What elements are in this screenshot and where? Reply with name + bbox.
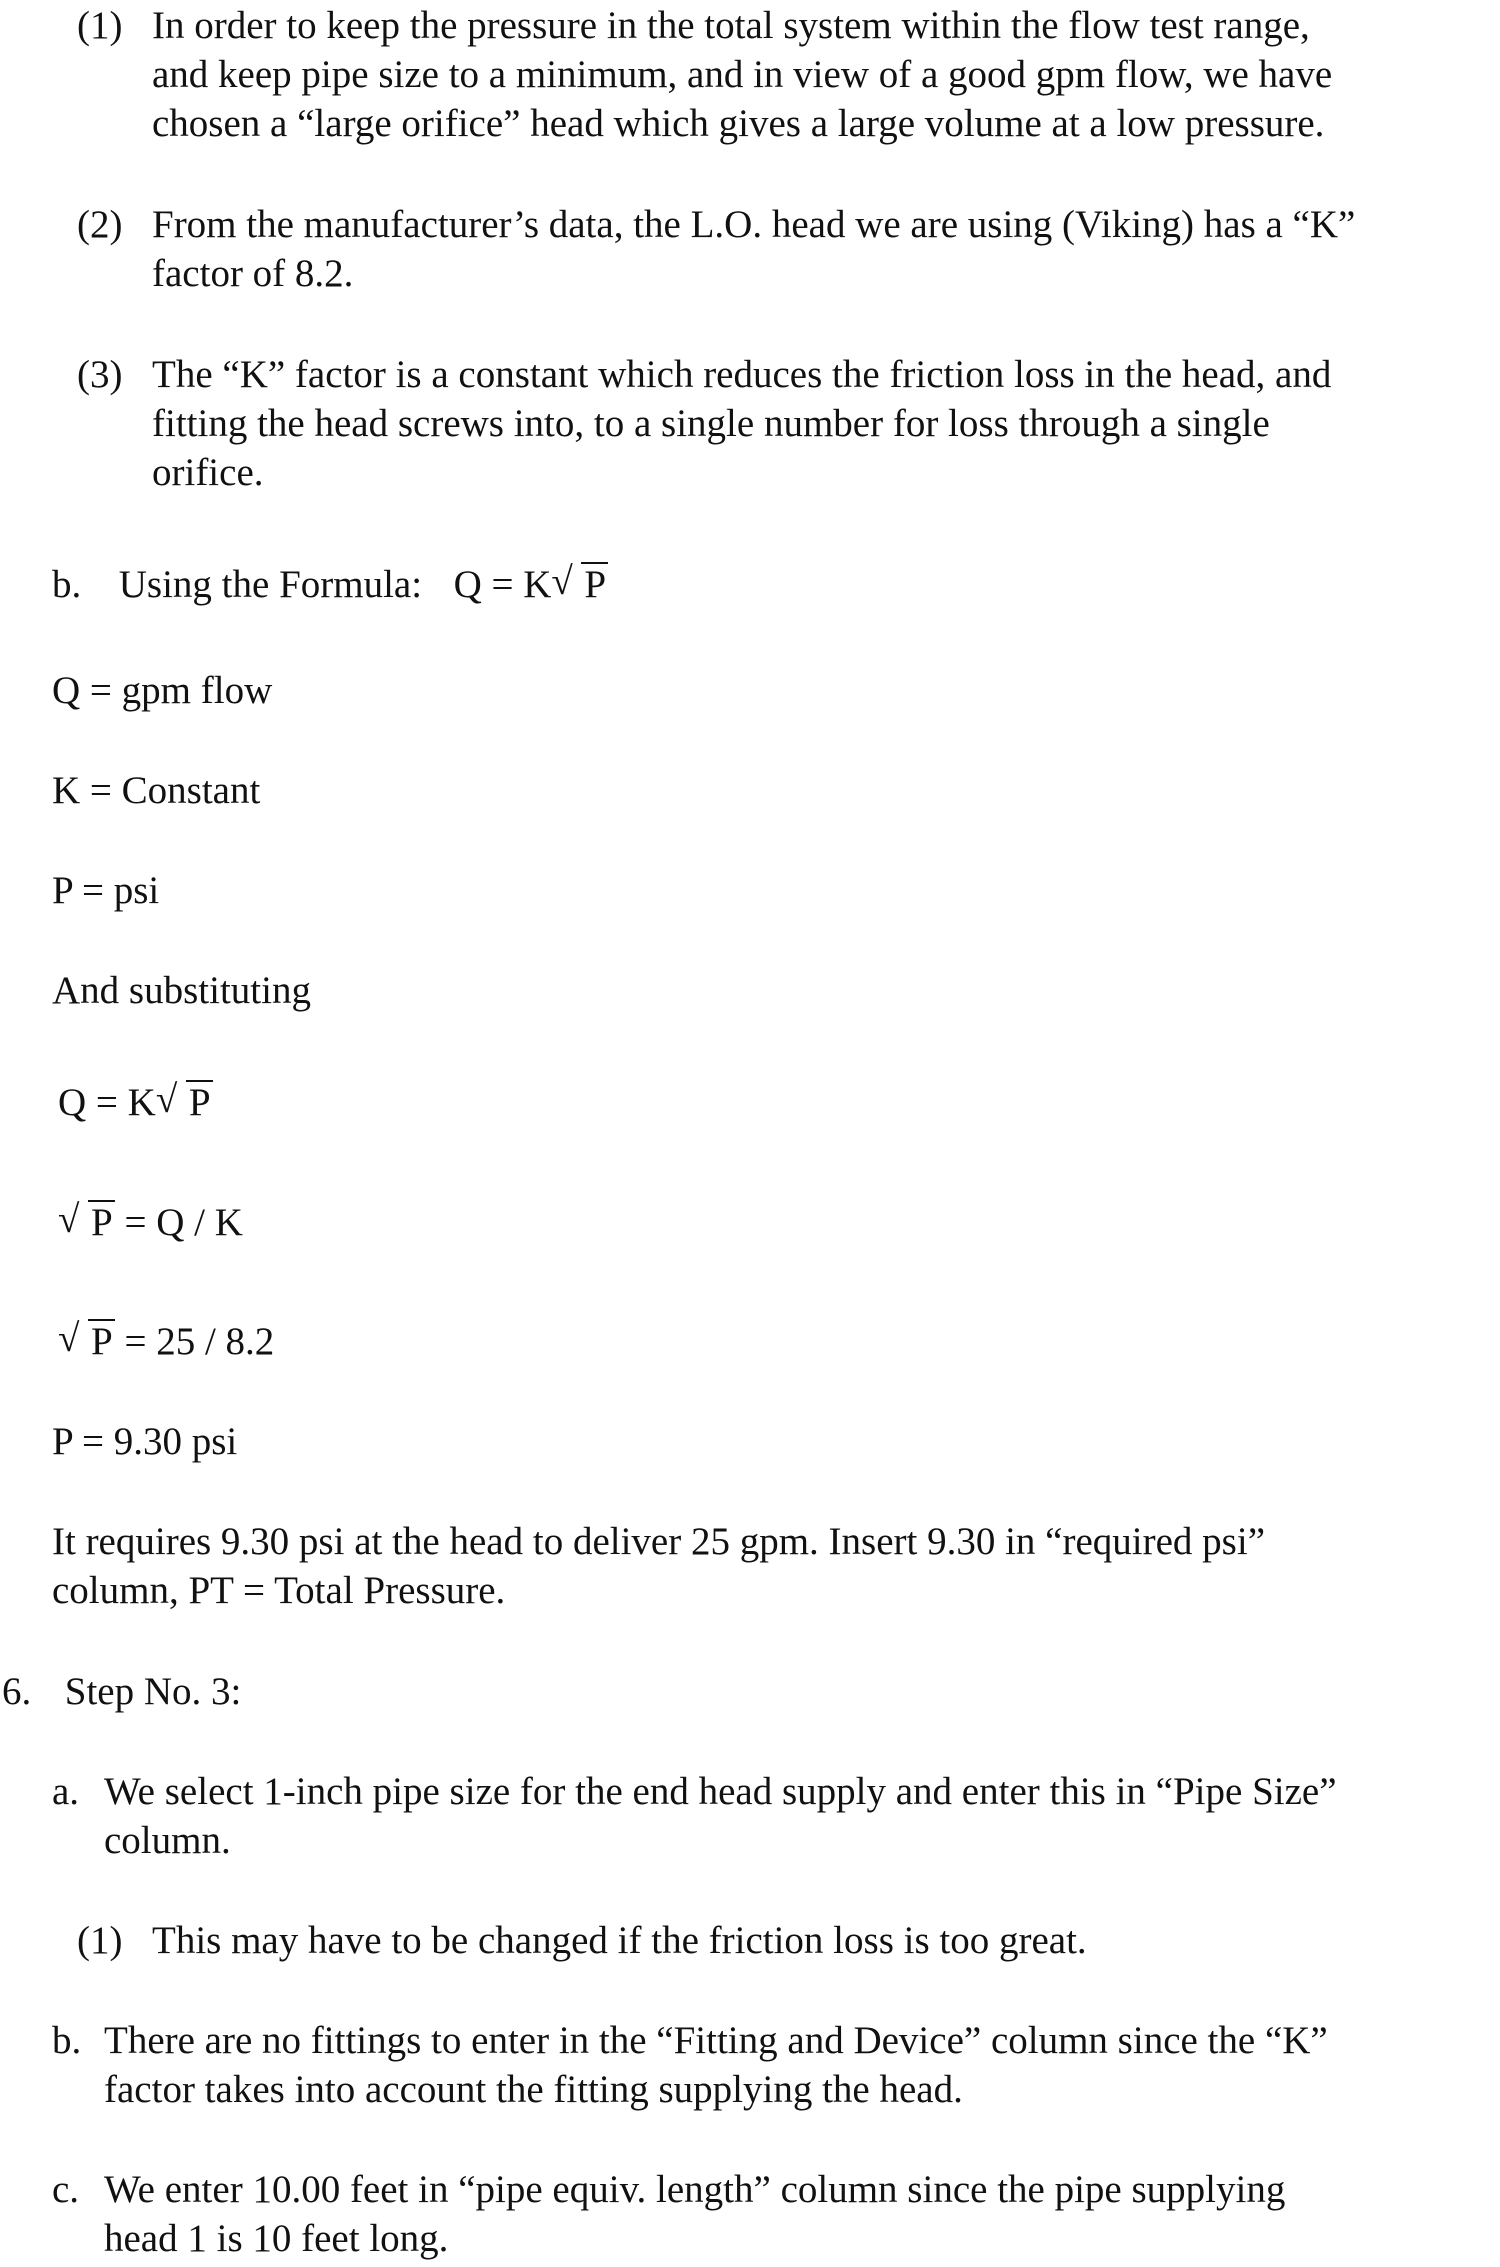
item-number: (1): [77, 4, 123, 47]
item-text-line: In order to keep the pressure in the total system within the flow test range,: [152, 4, 1310, 47]
definition-p: P = psi: [52, 869, 160, 912]
paragraph-line: It requires 9.30 psi at the head to deliver 25 gpm. Insert 9.30 in “required psi”: [52, 1520, 1265, 1563]
item-text-line: This may have to be changed if the friction loss is too great.: [152, 1919, 1087, 1962]
equation-3: [58, 1317, 274, 1366]
item-text-line: From the manufacturer’s data, the L.O. head we are using (Viking) has a “K”: [152, 203, 1356, 246]
equation-result: P = 9.30 psi: [52, 1420, 238, 1463]
item-number: (1): [77, 1919, 123, 1962]
formula-lhs: Q = K: [453, 563, 552, 606]
item-text-line: fitting the head screws into, to a single number for loss through a single: [152, 402, 1270, 445]
square-root: [58, 1317, 115, 1366]
step-title: Step No. 3:: [64, 1670, 242, 1713]
radicand: P: [581, 562, 608, 606]
paragraph-line: column, PT = Total Pressure.: [52, 1569, 506, 1612]
item-text-line: The “K” factor is a constant which reduces the friction loss in the head, and: [152, 353, 1332, 396]
item-text-line: factor takes into account the fitting supplying the head.: [104, 2068, 963, 2111]
step-item-a: [52, 1767, 1488, 1865]
item-text-line: We select 1-inch pipe size for the end head supply and enter this in “Pipe Size”: [104, 1770, 1337, 1813]
item-letter: a.: [52, 1770, 80, 1813]
step-item-c: [52, 2165, 1488, 2263]
item-text-line: We enter 10.00 feet in “pipe equiv. length” column since the pipe supplying: [104, 2168, 1286, 2211]
equation-rhs: = 25 / 8.2: [124, 1320, 275, 1363]
item-letter: c.: [52, 2168, 80, 2211]
item-text-line: and keep pipe size to a minimum, and in view of a good gpm flow, we have: [152, 53, 1333, 96]
item-number: (2): [77, 203, 123, 246]
radicand: P: [88, 1319, 115, 1363]
item-text-line: factor of 8.2.: [152, 252, 354, 295]
definition-k: K = Constant: [52, 769, 261, 812]
radical-sign-icon: √: [58, 1317, 80, 1360]
step-item-a1: [77, 1916, 1488, 1965]
equation-rhs: = Q / K: [124, 1201, 243, 1244]
formula-label: b.: [52, 563, 82, 606]
item-text-line: orifice.: [152, 451, 264, 494]
formula-line: [52, 560, 608, 609]
radical-sign-icon: √: [551, 560, 573, 603]
radical-sign-icon: √: [155, 1078, 178, 1121]
square-root: [156, 1078, 213, 1127]
equation-1: [58, 1078, 213, 1127]
radicand: P: [88, 1200, 115, 1244]
equation-2: [58, 1198, 243, 1247]
radical-sign-icon: √: [58, 1198, 80, 1241]
substituting-text: And substituting: [52, 969, 311, 1012]
equation-lhs: Q = K: [58, 1081, 156, 1124]
square-root: [551, 560, 608, 609]
step-item-b: [52, 2016, 1488, 2114]
item-text-line: head 1 is 10 feet long.: [104, 2217, 449, 2260]
square-root: [58, 1198, 115, 1247]
item-letter: b.: [52, 2019, 82, 2062]
radicand: P: [186, 1080, 213, 1124]
list-item-2: [77, 200, 1488, 298]
step-heading: [2, 1667, 241, 1716]
item-text-line: chosen a “large orifice” head which gives a large volume at a low pressure.: [152, 102, 1325, 145]
list-item-3: [77, 350, 1488, 497]
list-item-1: [77, 1, 1488, 148]
item-text-line: column.: [104, 1819, 231, 1862]
definition-q: Q = gpm flow: [52, 669, 273, 712]
item-text-line: There are no fittings to enter in the “Fitting and Device” column since the “K”: [104, 2019, 1328, 2062]
step-number: 6.: [2, 1670, 32, 1713]
formula-text: Using the Formula:: [118, 563, 423, 606]
conclusion-paragraph: [52, 1517, 1488, 1615]
item-number: (3): [77, 353, 123, 396]
